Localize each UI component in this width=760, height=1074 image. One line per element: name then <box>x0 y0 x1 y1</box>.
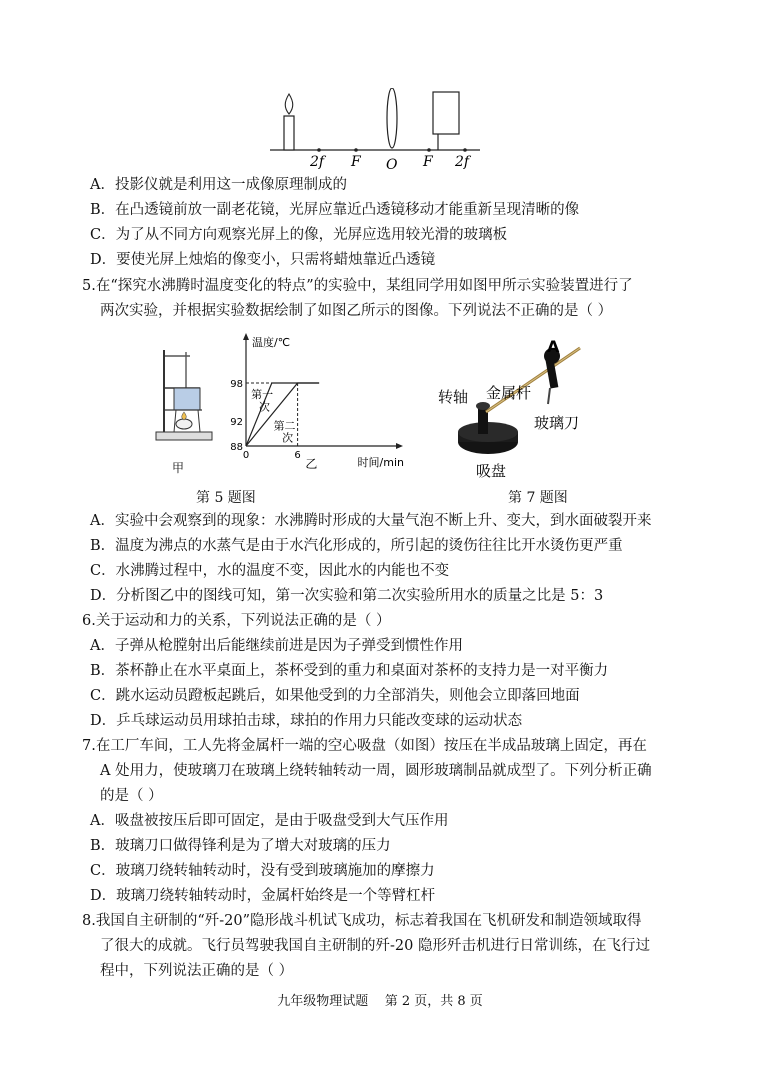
label-cup: 吸盘 <box>476 462 507 480</box>
series-label: 次 <box>258 400 270 414</box>
series-label: 第一 <box>251 388 274 402</box>
q7-option-b: B．玻璃刀口做得锋利是为了增大对玻璃的压力 <box>90 838 391 854</box>
glass-cutter-figure <box>430 336 590 486</box>
label-axis: 转轴 <box>438 388 469 406</box>
flame <box>285 94 293 114</box>
point-label: F <box>423 154 433 170</box>
boiling-apparatus-figure <box>150 346 220 452</box>
q7-stem-line1: 7.在工厂车间，工人先将金属杆一端的空心吸盘（如图）按压在半成品玻璃上固定，再在 <box>82 738 647 754</box>
y-axis-arrow <box>243 333 249 340</box>
q4-option-c: C．为了从不同方向观察光屏上的像，光屏应选用较光滑的玻璃板 <box>90 227 508 243</box>
y-tick-label: 92 <box>230 416 243 428</box>
y-tick-label: 98 <box>230 379 243 390</box>
q5-stem-line2: 两次实验，并根据实验数据绘制了如图乙所示的图像。下列说法不正确的是（ ） <box>100 303 613 319</box>
candle <box>284 116 294 150</box>
q4-option-d: D．要使光屏上烛焰的像变小，只需将蜡烛靠近凸透镜 <box>90 252 436 268</box>
y-axis-label: 温度/℃ <box>252 336 291 349</box>
q5-option-c: C．水沸腾过程中，水的温度不变，因此水的内能也不变 <box>90 563 450 579</box>
q5-option-d: D．分析图乙中的图线可知，第一次实验和第二次实验所用水的质量之比是 5：3 <box>90 588 604 604</box>
q7-stem-line2: A 处用力，使玻璃刀在玻璃上绕转轴转动一周，圆形玻璃制品就成型了。下列分析正确 <box>100 763 652 779</box>
q5-option-a: A．实验中会观察到的现象：水沸腾时形成的大量气泡不断上升、变大，到水面破裂开来 <box>90 513 652 529</box>
q5-option-b: B．温度为沸点的水蒸气是由于水汽化形成的，所引起的烫伤往往比开水烫伤更严重 <box>90 538 623 554</box>
convex-lens <box>387 88 397 148</box>
light-screen <box>433 92 459 134</box>
q8-stem-line1: 8.我国自主研制的“歼-20”隐形战斗机试飞成功，标志着我国在飞机研发和制造领域取得 <box>82 913 642 929</box>
x-tick-label: 0 <box>242 450 250 461</box>
q6-option-c: C．跳水运动员蹬板起跳后，如果他受到的力全部消失，则他会立即落回地面 <box>90 688 580 704</box>
figure-5-caption: 第 5 题图 <box>196 490 256 506</box>
label-knife: 玻璃刀 <box>534 414 580 432</box>
series-label: 次 <box>282 431 294 445</box>
point-label: F <box>351 154 361 170</box>
x-tick-label: 6 <box>294 450 301 461</box>
point-label: O <box>386 157 398 170</box>
q8-stem-line2: 了很大的成就。飞行员驾驶我国自主研制的歼-20 隐形歼击机进行日常训练，在飞行过 <box>100 938 650 954</box>
q7-option-d: D．玻璃刀绕转轴转动时，金属杆始终是一个等臂杠杆 <box>90 888 436 904</box>
figure-7-caption: 第 7 题图 <box>508 490 568 506</box>
series-label: 第二 <box>273 419 296 433</box>
point-label: 2f <box>310 154 325 170</box>
q6-stem: 6.关于运动和力的关系，下列说法正确的是（ ） <box>82 613 391 629</box>
x-axis-arrow <box>396 443 403 449</box>
q6-option-a: A．子弹从枪膛射出后能继续前进是因为子弹受到惯性作用 <box>90 638 463 654</box>
q7-option-c: C．玻璃刀绕转轴转动时，没有受到玻璃施加的摩擦力 <box>90 863 435 879</box>
temperature-time-chart <box>222 330 407 472</box>
q4-option-a: A．投影仪就是利用这一成像原理制成的 <box>90 177 347 193</box>
x-axis-label: 时间/min <box>357 456 404 469</box>
figure-label-yi: 乙 <box>305 457 318 471</box>
y-tick-label: 88 <box>230 442 243 453</box>
figure-label-jia: 甲 <box>172 461 185 475</box>
q4-option-b: B．在凸透镜前放一副老花镜，光屏应靠近凸透镜移动才能重新呈现清晰的像 <box>90 202 580 218</box>
q7-stem-line3: 的是（ ） <box>100 788 163 804</box>
q6-option-b: B．茶杯静止在水平桌面上，茶杯受到的重力和桌面对茶杯的支持力是一对平衡力 <box>90 663 609 679</box>
q7-option-a: A．吸盘被按压后即可固定，是由于吸盘受到大气压作用 <box>90 813 449 829</box>
q8-stem-line3: 程中，下列说法正确的是（ ） <box>100 963 294 979</box>
q5-stem-line1: 5.在“探究水沸腾时温度变化的特点”的实验中，某组同学用如图甲所示实验装置进行了 <box>82 278 633 294</box>
page-footer: 九年级物理试题 第 2 页，共 8 页 <box>277 994 483 1009</box>
lens-diagram <box>265 88 485 170</box>
point-label: 2f <box>455 154 470 170</box>
label-a: A <box>547 337 560 356</box>
q6-option-d: D．乒乓球运动员用球拍击球，球拍的作用力只能改变球的运动状态 <box>90 713 523 729</box>
label-rod: 金属杆 <box>486 384 532 402</box>
